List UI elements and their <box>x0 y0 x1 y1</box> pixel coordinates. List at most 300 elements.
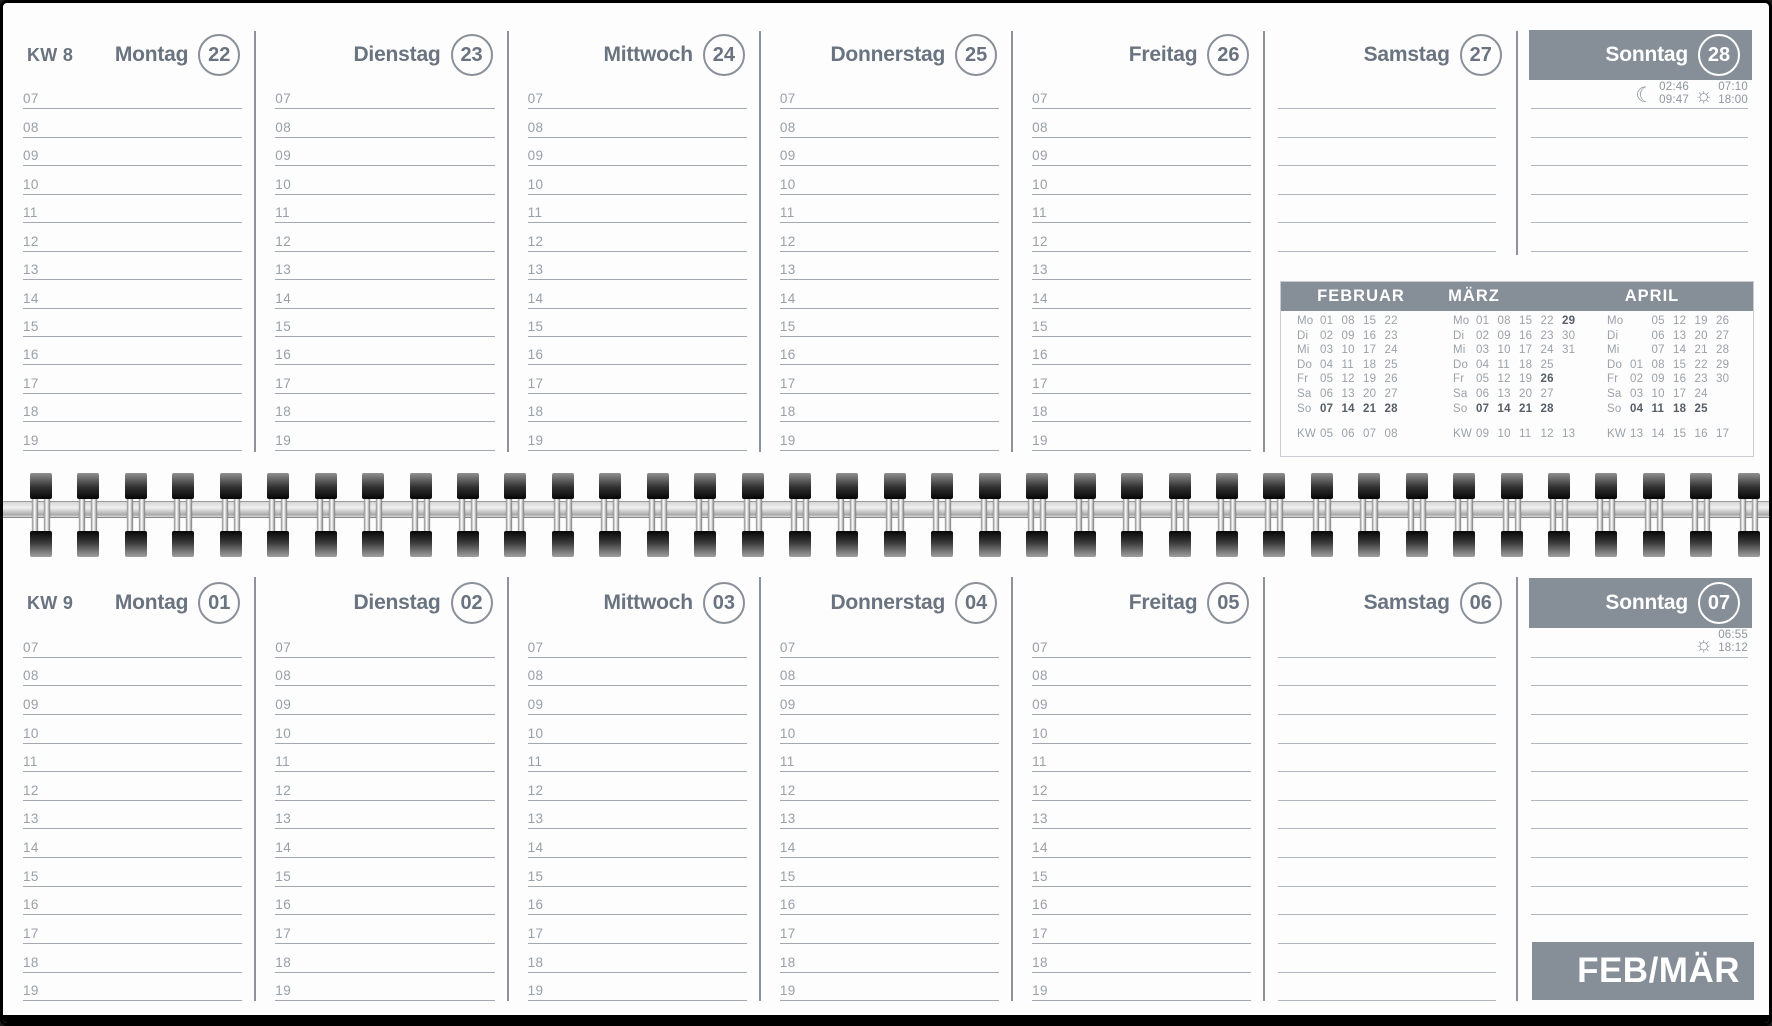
mini-day-label: Sa <box>1297 387 1312 400</box>
hour-row <box>508 887 760 916</box>
hour-row <box>3 365 255 393</box>
day-header <box>1012 577 1264 629</box>
coil-wire-icon <box>79 478 85 552</box>
mini-day-cell: 04 <box>1476 358 1490 371</box>
mini-day-cell: 30 <box>1562 329 1576 342</box>
day-rows <box>1012 81 1264 451</box>
mini-kw-label: KW <box>1297 428 1316 441</box>
mini-month-row <box>1607 403 1738 418</box>
coil-wire-icon <box>1360 478 1366 552</box>
mini-day-cell: 01 <box>1320 315 1334 327</box>
hour-label: 14 <box>1032 840 1048 856</box>
hour-label: 15 <box>1032 868 1048 884</box>
day-name: Montag <box>114 43 189 66</box>
hour-label: 08 <box>527 119 544 135</box>
hour-row <box>255 280 507 308</box>
hour-label: 18 <box>1032 404 1048 420</box>
hour-label: 18 <box>23 404 39 420</box>
hour-label: 15 <box>779 318 796 334</box>
day-number-circle: 05 <box>1207 582 1249 624</box>
writing-line-row <box>1517 109 1769 137</box>
day-column-mittwoch <box>508 29 760 461</box>
day-column-dienstag <box>255 29 507 461</box>
hour-label: 11 <box>527 754 543 770</box>
mini-day-cell: 09 <box>1497 329 1511 342</box>
mini-month-row <box>1297 330 1428 345</box>
hour-label: 07 <box>779 91 796 107</box>
column-divider <box>759 31 761 452</box>
hour-label: 10 <box>779 176 796 192</box>
hour-label: 08 <box>1032 119 1048 135</box>
hour-row <box>760 629 1012 658</box>
day-rows <box>255 81 507 451</box>
mini-day-cell: 13 <box>1497 387 1511 400</box>
hour-row <box>255 166 507 194</box>
hour-label: 12 <box>275 782 292 798</box>
mini-month-row <box>1607 330 1738 345</box>
hour-row <box>255 138 507 166</box>
mini-kw-cell: 09 <box>1476 428 1490 441</box>
hour-row <box>760 337 1012 365</box>
hour-label: 14 <box>23 840 39 856</box>
hour-row <box>1012 629 1264 658</box>
hour-row <box>760 365 1012 393</box>
hour-label: 07 <box>275 639 292 655</box>
hour-row <box>760 422 1012 450</box>
coil-wire-icon <box>898 478 904 552</box>
hour-label: 09 <box>23 696 39 712</box>
hour-row <box>1012 166 1264 194</box>
hour-row <box>760 138 1012 166</box>
mini-day-cell: 28 <box>1716 344 1730 357</box>
hour-label: 09 <box>275 696 292 712</box>
mini-day-label: Di <box>1453 329 1465 342</box>
mini-day-cell: 13 <box>1341 387 1355 400</box>
hour-label: 15 <box>275 318 292 334</box>
mini-kw-cell: 05 <box>1320 428 1334 441</box>
day-number-circle: 27 <box>1460 34 1502 76</box>
hour-label: 17 <box>1032 375 1048 391</box>
day-number-circle: 02 <box>451 582 493 624</box>
mini-day-label: Sa <box>1453 387 1468 400</box>
hour-row <box>1012 195 1264 223</box>
mini-month-row <box>1607 388 1738 403</box>
hour-row <box>760 973 1012 1002</box>
day-number-circle: 01 <box>198 582 240 624</box>
hour-row <box>255 629 507 658</box>
ruled-line <box>1032 450 1251 451</box>
hour-row <box>1012 829 1264 858</box>
hour-row <box>3 337 255 365</box>
hour-label: 18 <box>23 954 39 970</box>
writing-line-row <box>1517 887 1769 916</box>
day-rows <box>508 81 760 451</box>
hour-row <box>255 858 507 887</box>
mini-day-label: So <box>1453 402 1468 415</box>
mini-day-cell: 12 <box>1341 373 1355 386</box>
day-header <box>1012 29 1264 81</box>
mini-kw-cell: 06 <box>1341 428 1355 441</box>
hour-row <box>508 223 760 251</box>
hour-row <box>255 801 507 830</box>
writing-line-row <box>1264 858 1516 887</box>
hour-label: 15 <box>527 318 544 334</box>
hour-row <box>1012 365 1264 393</box>
hour-row <box>508 973 760 1002</box>
hour-label: 12 <box>1032 233 1048 249</box>
hour-label: 14 <box>1032 290 1048 306</box>
coil-wire-icon <box>993 478 999 552</box>
mini-month-title-februar: FEBRUAR <box>1317 287 1405 305</box>
coil-wire-icon <box>281 478 287 552</box>
coil-wire-icon <box>1550 478 1556 552</box>
mini-day-cell: 05 <box>1651 315 1665 327</box>
writing-line-row <box>1264 772 1516 801</box>
hour-row <box>3 280 255 308</box>
hour-row <box>255 772 507 801</box>
hour-label: 09 <box>527 148 544 164</box>
mini-day-cell: 05 <box>1320 373 1334 386</box>
hour-row <box>1012 81 1264 109</box>
hour-label: 07 <box>23 639 39 655</box>
writing-line-row <box>1264 915 1516 944</box>
ruled-line <box>275 1000 494 1001</box>
hour-label: 13 <box>275 811 292 827</box>
day-rows <box>255 629 507 1001</box>
mini-day-cell: 26 <box>1540 373 1554 386</box>
coil-wire-icon <box>803 478 809 552</box>
mini-day-cell: 22 <box>1540 315 1554 327</box>
sun-moon-times <box>1694 629 1748 655</box>
hour-label: 17 <box>779 926 796 942</box>
writing-line-row <box>1517 138 1769 166</box>
mini-day-cell: 29 <box>1562 315 1576 327</box>
mini-day-cell: 13 <box>1673 329 1687 342</box>
hour-row <box>508 858 760 887</box>
mini-month-row <box>1607 344 1738 359</box>
day-column-donnerstag <box>760 29 1012 461</box>
hour-row <box>3 223 255 251</box>
hour-label: 09 <box>1032 696 1048 712</box>
coil-wire-icon <box>744 478 750 552</box>
hour-row <box>3 715 255 744</box>
hour-label: 08 <box>527 668 544 684</box>
mini-day-cell: 08 <box>1341 315 1355 327</box>
hour-row <box>508 138 760 166</box>
hour-label: 10 <box>527 725 544 741</box>
hour-row <box>3 944 255 973</box>
writing-line-row <box>1264 744 1516 773</box>
mini-day-cell: 27 <box>1384 387 1398 400</box>
mini-day-cell: 25 <box>1540 358 1554 371</box>
hour-row <box>760 772 1012 801</box>
sun-moon-times <box>1635 81 1748 107</box>
column-divider <box>759 577 761 1001</box>
hour-label: 16 <box>779 897 796 913</box>
hour-row <box>760 829 1012 858</box>
writing-line-row <box>1264 138 1516 166</box>
hour-label: 12 <box>527 233 544 249</box>
mini-day-cell: 09 <box>1341 329 1355 342</box>
mini-day-cell: 11 <box>1341 358 1354 371</box>
sunday-header-band <box>1529 578 1752 628</box>
day-header <box>255 29 507 81</box>
hour-row <box>760 81 1012 109</box>
hour-label: 11 <box>527 205 543 221</box>
coil-wire-icon <box>850 478 856 552</box>
mini-day-label: Fr <box>1453 373 1465 386</box>
moonrise-time: 02:46 <box>1659 80 1689 93</box>
day-column-dienstag <box>255 577 507 1021</box>
hour-row <box>508 365 760 393</box>
hour-row <box>3 309 255 337</box>
mini-day-cell: 01 <box>1476 315 1490 327</box>
hour-row <box>255 337 507 365</box>
hour-label: 12 <box>23 233 39 249</box>
mini-month-row <box>1453 388 1584 403</box>
hour-label: 13 <box>275 262 292 278</box>
coil-wire-icon <box>459 478 465 552</box>
mini-kw-cell: 13 <box>1630 428 1644 441</box>
mini-day-label: Do <box>1453 358 1469 371</box>
writing-line-row <box>1264 887 1516 916</box>
mini-day-cell: 05 <box>1476 373 1490 386</box>
hour-row <box>255 887 507 916</box>
hour-label: 15 <box>23 868 39 884</box>
hour-row <box>1012 715 1264 744</box>
mini-kw-cell: 17 <box>1716 428 1730 441</box>
hour-row <box>1012 109 1264 137</box>
hour-row <box>255 365 507 393</box>
coil-wire-icon <box>174 478 180 552</box>
hour-label: 11 <box>779 754 795 770</box>
mini-day-cell: 17 <box>1673 387 1687 400</box>
ruled-line <box>1531 914 1748 915</box>
column-divider <box>1516 577 1518 1001</box>
mini-day-label: Do <box>1297 358 1313 371</box>
mini-day-cell: 14 <box>1673 344 1687 357</box>
hour-row <box>508 772 760 801</box>
hour-label: 17 <box>275 375 292 391</box>
coil-wire-icon <box>601 478 607 552</box>
ruled-line <box>528 1000 747 1001</box>
hour-label: 11 <box>23 205 38 221</box>
hour-row <box>760 195 1012 223</box>
day-name: Freitag <box>1128 43 1198 66</box>
coil-wire-icon <box>886 478 892 552</box>
mini-month-row <box>1607 373 1738 388</box>
hour-label: 11 <box>1032 754 1047 770</box>
spiral-binding <box>3 471 1769 559</box>
day-header <box>1517 577 1769 629</box>
hour-label: 09 <box>275 148 292 164</box>
hour-row <box>255 81 507 109</box>
day-rows <box>1264 629 1516 1001</box>
mini-day-cell: 02 <box>1630 373 1644 386</box>
hour-row <box>760 801 1012 830</box>
hour-row <box>508 252 760 280</box>
coil-wire-icon <box>412 478 418 552</box>
mini-day-cell: 21 <box>1519 402 1533 415</box>
hour-label: 16 <box>23 347 39 363</box>
mini-kw-cell: 07 <box>1363 428 1377 441</box>
hour-label: 10 <box>275 176 292 192</box>
hour-row <box>255 223 507 251</box>
writing-line-row <box>1517 858 1769 887</box>
hour-row <box>255 109 507 137</box>
hour-label: 09 <box>1032 148 1048 164</box>
day-name: Montag <box>114 591 189 614</box>
hour-label: 14 <box>275 290 292 306</box>
mini-month-row <box>1453 359 1584 374</box>
day-header <box>508 577 760 629</box>
writing-line-row <box>1517 658 1769 687</box>
week-number-label: KW 8 <box>27 44 74 65</box>
writing-line-row <box>1517 686 1769 715</box>
hour-row <box>508 686 760 715</box>
hour-label: 14 <box>779 840 796 856</box>
day-name: Dienstag <box>353 591 441 614</box>
mini-day-cell: 15 <box>1673 358 1687 371</box>
day-number-circle: 24 <box>703 34 745 76</box>
day-header <box>3 577 255 629</box>
day-rows <box>760 629 1012 1001</box>
hour-row <box>760 744 1012 773</box>
coil-wire-icon <box>1171 478 1177 552</box>
day-number-circle: 26 <box>1207 34 1249 76</box>
hour-label: 17 <box>275 926 292 942</box>
mini-day-cell: 12 <box>1673 315 1687 327</box>
hour-row <box>760 915 1012 944</box>
mini-month-3 <box>1607 315 1738 443</box>
hour-row <box>508 81 760 109</box>
day-name: Samstag <box>1363 591 1450 614</box>
mini-kw-row <box>1607 428 1738 443</box>
mini-day-cell: 10 <box>1651 387 1665 400</box>
column-divider <box>507 577 509 1001</box>
hour-row <box>760 166 1012 194</box>
hour-row <box>508 309 760 337</box>
day-header <box>508 29 760 81</box>
mini-kw-cell: 12 <box>1540 428 1554 441</box>
ruled-line <box>275 450 494 451</box>
coil-wire-icon <box>1028 478 1034 552</box>
hour-row <box>1012 422 1264 450</box>
hour-label: 13 <box>779 262 796 278</box>
hour-row <box>3 744 255 773</box>
day-number-circle: 06 <box>1460 582 1502 624</box>
hour-label: 18 <box>275 404 292 420</box>
hour-label: 16 <box>527 897 544 913</box>
coil-wire-icon <box>1372 478 1378 552</box>
day-rows <box>508 629 760 1001</box>
hour-row <box>3 109 255 137</box>
day-name: Samstag <box>1363 43 1450 66</box>
writing-line-row <box>1264 109 1516 137</box>
hour-row <box>760 223 1012 251</box>
hour-row <box>3 973 255 1002</box>
mini-month-row <box>1297 388 1428 403</box>
day-header <box>255 577 507 629</box>
hour-label: 08 <box>23 119 39 135</box>
day-column-samstag <box>1264 577 1516 1021</box>
hour-row <box>760 887 1012 916</box>
hour-row <box>1012 686 1264 715</box>
hour-label: 18 <box>275 954 292 970</box>
coil-wire-icon <box>1277 478 1283 552</box>
hour-label: 19 <box>779 432 796 448</box>
mini-day-cell: 16 <box>1673 373 1687 386</box>
hour-row <box>1012 394 1264 422</box>
hour-label: 09 <box>779 696 796 712</box>
hour-label: 07 <box>275 91 292 107</box>
hour-label: 17 <box>527 926 544 942</box>
hour-row <box>1012 309 1264 337</box>
coil-wire-icon <box>364 478 370 552</box>
day-column-donnerstag <box>760 577 1012 1021</box>
coil-wire-icon <box>649 478 655 552</box>
mini-month-row <box>1453 344 1584 359</box>
moon-times <box>1659 81 1689 107</box>
hour-row <box>3 658 255 687</box>
coil-wire-icon <box>1692 478 1698 552</box>
hour-row <box>255 915 507 944</box>
mini-month-2 <box>1453 315 1584 443</box>
hour-label: 13 <box>23 262 39 278</box>
hour-label: 13 <box>779 811 796 827</box>
ruled-line <box>1531 251 1748 252</box>
hour-row <box>1012 801 1264 830</box>
mini-month-1 <box>1297 315 1428 443</box>
mini-day-label: So <box>1607 402 1622 415</box>
sun-times <box>1718 81 1748 107</box>
mini-day-cell: 16 <box>1519 329 1533 342</box>
hour-row <box>3 166 255 194</box>
hour-row <box>760 309 1012 337</box>
day-header <box>1264 577 1516 629</box>
writing-line-row <box>1264 629 1516 658</box>
mini-day-cell: 28 <box>1540 402 1554 415</box>
hour-label: 08 <box>275 119 292 135</box>
mini-day-cell: 31 <box>1562 344 1576 357</box>
mini-month-row <box>1297 359 1428 374</box>
mini-day-cell: 04 <box>1320 358 1334 371</box>
day-column-mittwoch <box>508 577 760 1021</box>
hour-row <box>1012 772 1264 801</box>
ruled-line <box>1278 1000 1495 1001</box>
mini-month-row <box>1297 403 1428 418</box>
mini-day-cell: 23 <box>1540 329 1554 342</box>
hour-row <box>760 280 1012 308</box>
coil-wire-icon <box>234 478 240 552</box>
hour-row <box>760 944 1012 973</box>
hour-row <box>760 252 1012 280</box>
day-column-freitag <box>1012 577 1264 1021</box>
hour-label: 17 <box>23 926 39 942</box>
hour-row <box>3 829 255 858</box>
writing-line-row <box>1517 772 1769 801</box>
day-rows <box>3 629 255 1001</box>
sunset-time: 18:12 <box>1718 641 1748 654</box>
coil-wire-icon <box>1455 478 1461 552</box>
moon-icon: ☾ <box>1635 84 1655 108</box>
hour-label: 17 <box>779 375 796 391</box>
hour-row <box>760 686 1012 715</box>
hour-label: 19 <box>23 983 39 999</box>
hour-row <box>760 394 1012 422</box>
hour-row <box>508 915 760 944</box>
hour-row <box>760 658 1012 687</box>
